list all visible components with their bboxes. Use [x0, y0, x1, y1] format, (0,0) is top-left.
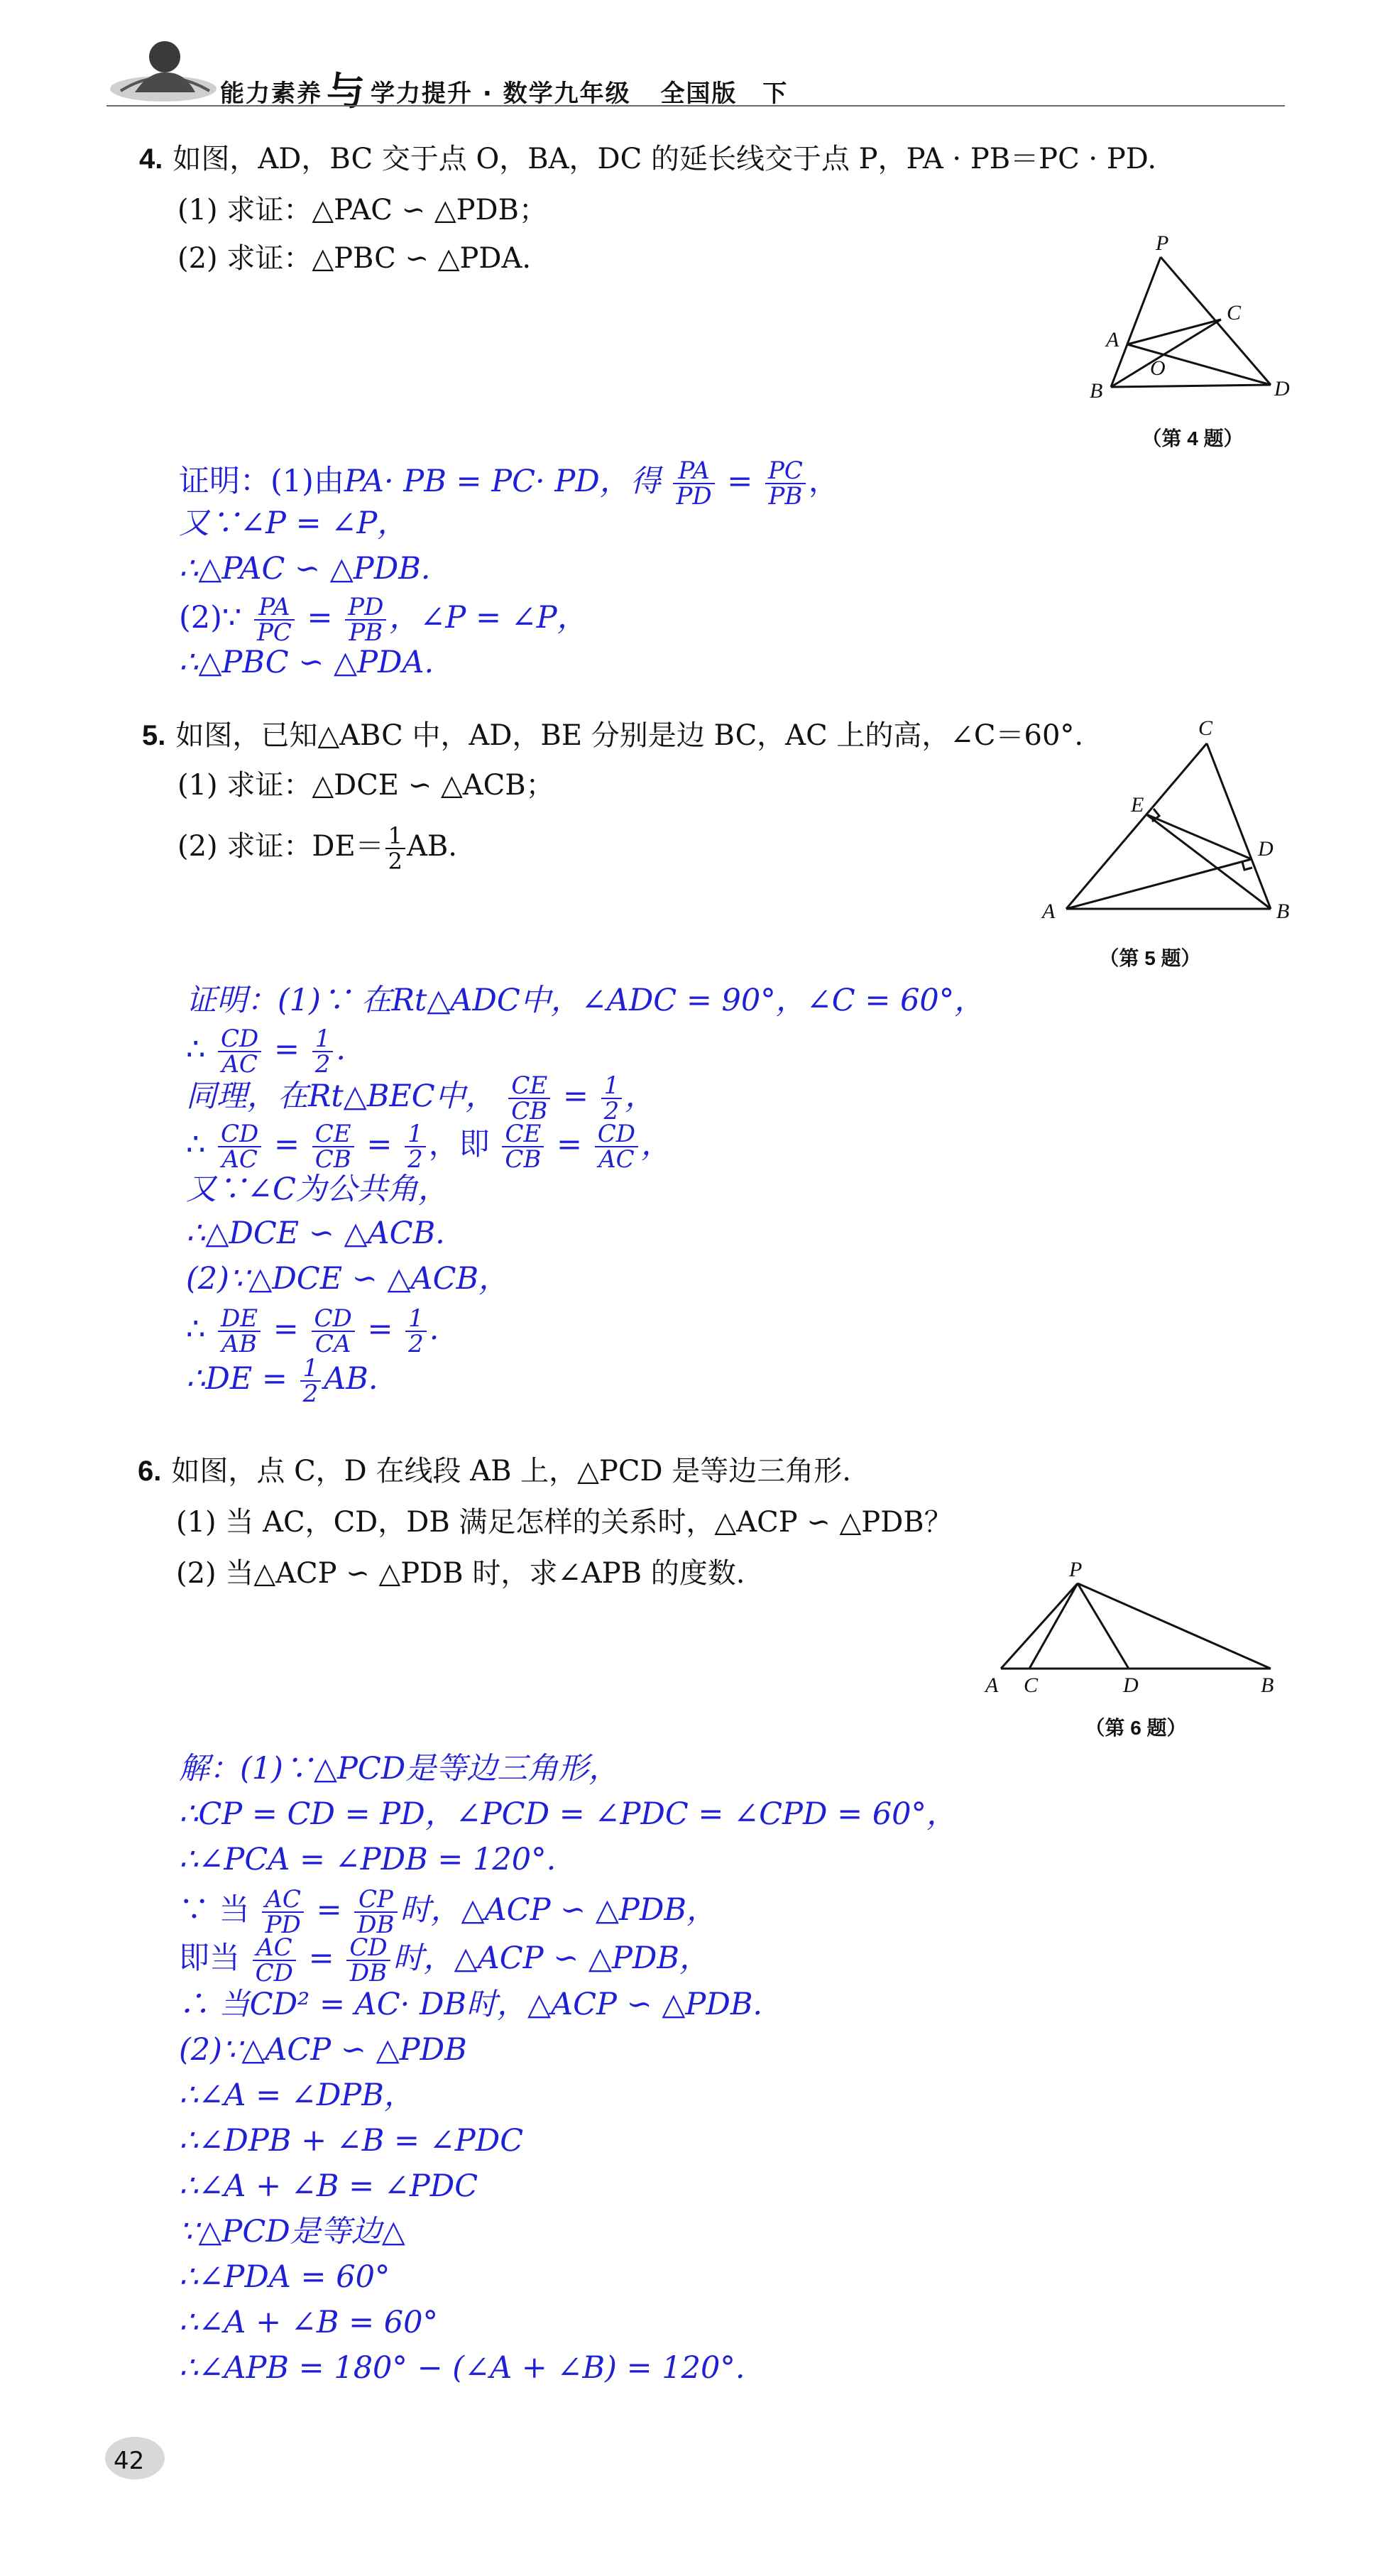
q5-part1: (1) 求证：△DCE ∽ △ACB； — [177, 769, 554, 802]
q4-label-P: P — [1156, 231, 1169, 255]
q5-answer-line1: 证明：(1)∵ 在Rt△ADC中，∠ADC = 90°，∠C = 60°， — [186, 983, 985, 1018]
q6-answer-line6: ∴ 当CD² = AC· DB时，△ACP ∽ △PDB. — [179, 1987, 763, 2022]
q4-label-D: D — [1274, 377, 1290, 400]
q4-caption: （第 4 题） — [1141, 427, 1244, 449]
q5-answer-line9: ∴DE = $\frac{1}{2}$ AB. — [186, 1354, 378, 1408]
header-title: 能力素养 与 学力提升 · 数学九年级 全国版 下 — [220, 69, 789, 114]
q6-answer-line8: ∴∠A = ∠DPB， — [179, 2078, 415, 2113]
q5-caption: （第 5 题） — [1099, 947, 1201, 969]
q6-label-C: C — [1024, 1674, 1039, 1697]
q6-stem: 6. 如图，点 C，D 在线段 AB 上，△PCD 是等边三角形. — [138, 1455, 851, 1488]
q6-answer-line12: ∴∠PDA = 60° — [179, 2259, 390, 2295]
q6-answer-line10: ∴∠A + ∠B = ∠PDC — [179, 2168, 478, 2204]
q5-stem: 5. 如图，已知△ABC 中，AD，BE 分别是边 BC，AC 上的高，∠C＝60°. — [142, 719, 1084, 752]
q5-label-A: A — [1042, 900, 1056, 923]
q4-answer-line5: ∴△PBC ∽ △PDA. — [179, 645, 434, 680]
q5-label-B: B — [1276, 900, 1290, 923]
q5-label-E: E — [1131, 793, 1144, 817]
q4-answer-line4: (2)∵ $\frac{PA}{PC}$ = $\frac{PD}{PB}$ ，∠P = ∠P， — [179, 593, 588, 647]
q6-answer-line13: ∴∠A + ∠B = 60° — [179, 2305, 439, 2340]
q6-answer-line9: ∴∠DPB + ∠B = ∠PDC — [179, 2123, 524, 2159]
q5-answer-line6: ∴△DCE ∽ △ACB. — [186, 1216, 445, 1251]
page-number: 42 — [114, 2447, 145, 2475]
q6-answer-line11: ∵△PCD是等边△ — [179, 2214, 405, 2249]
q6-figure — [973, 1551, 1285, 1697]
q4-answer-line1: 证明：(1)由PA· PB = PC· PD，得 $\frac{PA}{PD}$ = $\frac{PC}{PB}$ ， — [179, 457, 839, 511]
q4-label-O: O — [1150, 356, 1166, 380]
q4-label-C: C — [1227, 301, 1242, 324]
q6-answer-line1: 解：(1)∵△PCD是等边三角形， — [179, 1751, 620, 1786]
q5-answer-line8: ∴ $\frac{DE}{AB}$ = $\frac{CD}{CA}$ = $\frac{1}{2}$ . — [186, 1304, 439, 1358]
q4-stem: 4. 如图，AD，BC 交于点 O，BA，DC 的延长线交于点 P，PA · PB＝PC · PD. — [139, 143, 1157, 175]
q6-answer-line5: 即当 $\frac{AC}{CD}$ = $\frac{CD}{DB}$ 时，△ACP ∽ △PDB， — [179, 1933, 711, 1987]
q4-answer-line2: 又∵∠P = ∠P， — [179, 506, 408, 541]
q6-label-D: D — [1123, 1674, 1139, 1697]
q6-answer-line14: ∴∠APB = 180° − (∠A + ∠B) = 120°. — [179, 2350, 745, 2386]
q6-label-B: B — [1261, 1674, 1274, 1697]
q5-answer-line5: 又∵∠C为公共角， — [186, 1172, 449, 1207]
q6-answer-line4: ∵ 当 $\frac{AC}{PD}$ = $\frac{CP}{DB}$ 时，△ACP ∽ △PDB， — [179, 1885, 717, 1939]
q6-caption: （第 6 题） — [1085, 1717, 1187, 1739]
q4-part2: (2) 求证：△PBC ∽ △PDA. — [177, 242, 532, 275]
q6-part2: (2) 当△ACP ∽ △PDB 时，求∠APB 的度数. — [176, 1557, 745, 1590]
q5-answer-line3: 同理，在Rt△BEC中， $\frac{CE}{CB}$ = $\frac{1}{2}$ ， — [186, 1071, 656, 1125]
q4-figure — [1086, 227, 1299, 412]
q4-label-B: B — [1090, 379, 1103, 403]
header-logo-icon — [106, 28, 220, 107]
q6-answer-line7: (2)∵△ACP ∽ △PDB — [179, 2032, 467, 2068]
q5-answer-line7: (2)∵△DCE ∽ △ACB， — [186, 1261, 510, 1297]
q4-part1: (1) 求证：△PAC ∽ △PDB； — [177, 194, 547, 227]
q6-answer-line3: ∴∠PCA = ∠PDB = 120°. — [179, 1842, 557, 1877]
q5-part2: (2) 求证：DE＝ $\frac{1}{2}$ AB. — [177, 822, 458, 875]
q6-answer-line2: ∴CP = CD = PD，∠PCD = ∠PDC = ∠CPD = 60°， — [179, 1796, 958, 1832]
header-rule — [106, 105, 1285, 107]
q5-label-C: C — [1198, 716, 1213, 740]
q5-answer-line2: ∴ $\frac{CD}{AC}$ = $\frac{1}{2}$ . — [186, 1025, 346, 1079]
q6-label-P: P — [1069, 1558, 1083, 1581]
q4-answer-line3: ∴△PAC ∽ △PDB. — [179, 551, 431, 586]
q5-figure — [1029, 714, 1299, 927]
q6-label-A: A — [985, 1674, 999, 1697]
q4-label-A: A — [1106, 328, 1119, 351]
q6-part1: (1) 当 AC，CD，DB 满足怎样的关系时，△ACP ∽ △PDB？ — [176, 1506, 953, 1539]
q5-label-D: D — [1258, 837, 1274, 861]
q5-answer-line4: ∴ $\frac{CD}{AC}$ = $\frac{CE}{CB}$ = $\frac{1}{2}$ ，即 $\frac{CE}{CB}$ = $\frac{CD}{AC}$ ， — [186, 1120, 672, 1174]
